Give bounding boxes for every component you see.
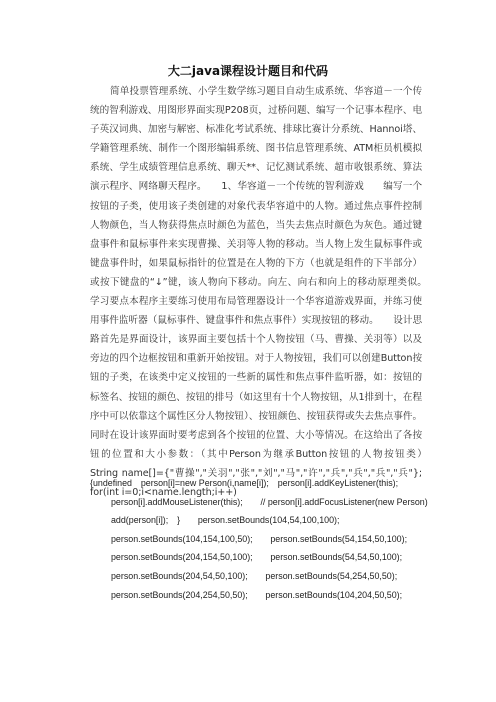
document-body-paragraph: 简单投票管理系统、小学生数学练习题目自动生成系统、华容道－一个传统的智利游戏、用图形界面实现P208页，过桥问题、编写一个记事本程序、电子英汉词典、加密与解密、标准化考试系统、排球比赛计分系统、Hannoi塔、学籍管理系统、制作一个图形编辑系统、图书信息管理系统、ATM柜员机模拟系统、学生成绩管理信息系统、聊天**、记忆测试系统、超市收银系统、算法演示程序、网络聊天程序。 1、华容道－一个传统的智利游戏 编写一个按钮的子类，使用该子类创建的对象代表华容道中的人物。通过焦点事件控制人物颜色，当人物获得焦点时颜色为蓝色，当失去焦点时颜色为灰色。通过键盘事件和鼠标事件来实现曹操、关羽等人物的移动。当人物上发生鼠标事件或键盘事件时，如果鼠标指针的位置是在人物的下方（也就是组件的下半部分）或按下键盘的“↓”键，该人物向下移动。向左、向右和向上的移动原理类似。 学习要点本程序主要练习使用布局管理器设计一个华容道游戏界面，并练习使用事件监听器（鼠标事件、键盘事件和焦点事件）实现按钮的移动。 设计思路首先是界面设计，该界面主要包括十个人物按钮（马、曹操、关羽等）以及旁边的四个边框按钮和重新开始按钮。对于人物按钮，我们可以创建Button按钮的子类，在该类中定义按钮的一些新的属性和焦点事件监听器，如：按钮的标签名、按钮的颜色、按钮的排号（如这里有十个人物按钮，从1排到十，在程序中可以依靠这个属性区分人物按钮）、按钮颜色、按钮获得或失去焦点事件。同时在设计该界面时要考虑到各个按钮的位置、大小等情况。在这给出了各按钮的位置和大小参数：（其中Person为继承Button按钮的人物按钮类） String name[]={"曹操","关羽","张","刘","马","许","兵","兵","兵","兵"}; for(int i=0;i<name.length;i++) — [90, 86, 441, 498]
code-block — [90, 474, 430, 604]
code-line: add(person[i]); } person.setBounds(104,54,100,100); — [111, 515, 340, 526]
code-line: {undefined person[i]=new Person(i,name[i]); person[i].addKeyListener(this); — [90, 478, 399, 488]
document-title: 大二java课程设计题目和代码 — [167, 64, 329, 78]
code-line: person.setBounds(204,54,50,100); person.setBounds(54,254,50,50); — [111, 570, 398, 581]
code-line: person.setBounds(204,154,50,100); person.setBounds(54,54,50,100); — [111, 552, 403, 563]
code-line: person.setBounds(104,154,100,50); person.setBounds(54,154,50,100); — [111, 533, 408, 544]
code-line: person[i].addMouseListener(this); // person[i].addFocusListener(new Person) — [111, 496, 428, 507]
code-line: person.setBounds(204,254,50,50); person.setBounds(104,204,50,50); — [111, 589, 403, 600]
